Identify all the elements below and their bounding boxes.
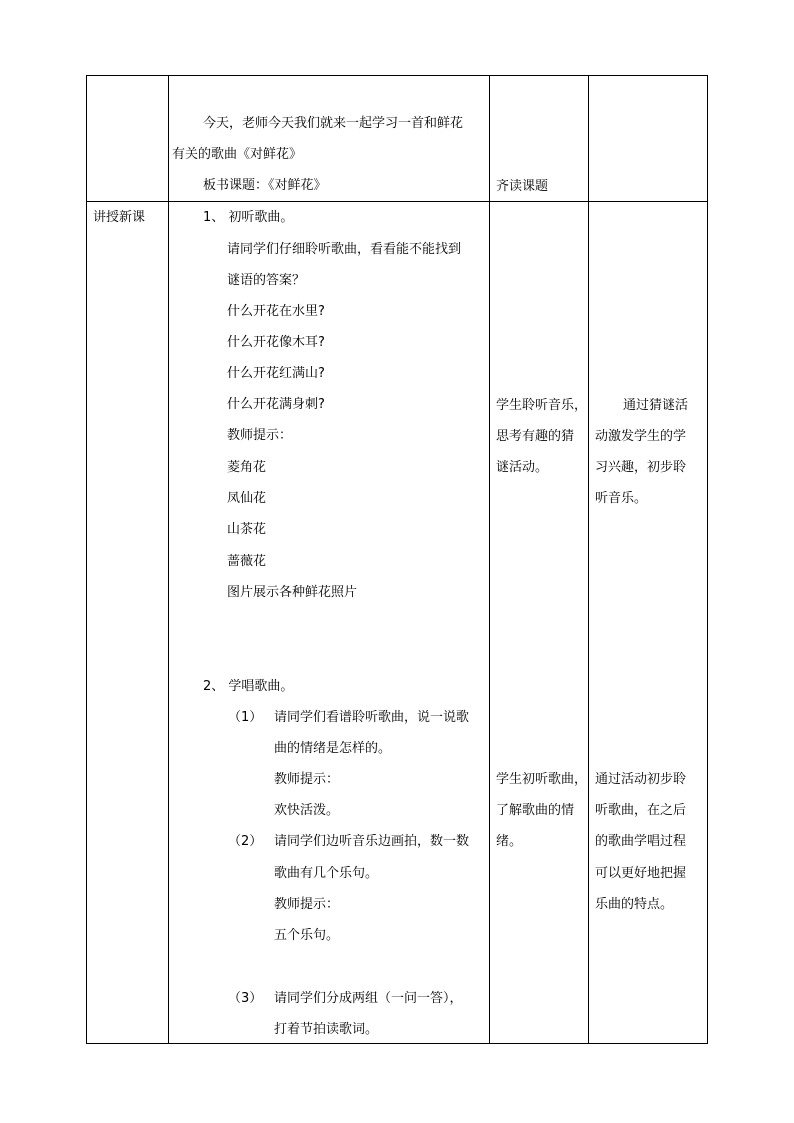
part2-intent-line-4: 可以更好地把握	[595, 866, 687, 881]
part1-student-line-2: 思考有趣的猜	[496, 429, 575, 444]
table-row-divider	[86, 201, 708, 202]
step2-number: （2）	[228, 834, 263, 849]
riddle-3: 什么开花红满山?	[227, 366, 325, 381]
part1-instruction-line-1: 请同学们仔细聆听歌曲，看看能不能找到	[227, 242, 462, 257]
part2-student-line-2: 了解歌曲的情	[496, 803, 575, 818]
part2-intent-line-2: 听歌曲，在之后	[595, 803, 687, 818]
part2-intent-line-3: 的歌曲学唱过程	[595, 834, 687, 849]
part1-instruction-line-2: 谜语的答案？	[227, 273, 306, 288]
step3-number: （3）	[228, 991, 263, 1006]
part2-heading: 2、 学唱歌曲。	[203, 679, 294, 694]
section-label: 讲授新课	[93, 210, 146, 225]
part1-display-note: 图片展示各种鲜花照片	[227, 585, 358, 600]
step1-answer: 欢快活泼。	[274, 803, 340, 818]
table-border-top	[86, 75, 708, 76]
table-column-divider-2	[489, 75, 490, 1044]
step1-hint: 教师提示：	[274, 772, 340, 787]
part1-intent-line-1: 通过猜谜活	[623, 398, 689, 413]
intro-line-3: 板书课题：《对鲜花》	[203, 178, 327, 193]
table-column-divider-1	[168, 75, 169, 1044]
part2-intent-line-5: 乐曲的特点。	[595, 897, 674, 912]
step2-line-2: 歌曲有几个乐句。	[274, 866, 379, 881]
answer-1: 菱角花	[227, 460, 267, 475]
intro-line-2: 有关的歌曲《对鲜花》	[172, 147, 303, 162]
step2-hint: 教师提示：	[274, 897, 340, 912]
part1-heading: 1、 初听歌曲。	[203, 210, 294, 225]
riddle-2: 什么开花像木耳?	[227, 335, 325, 350]
part1-hint-label: 教师提示：	[227, 428, 293, 443]
table-border-right	[707, 75, 708, 1044]
step1-line-2: 曲的情绪是怎样的。	[274, 741, 392, 756]
table-column-divider-3	[588, 75, 589, 1044]
intro-student-activity: 齐读课题	[496, 179, 549, 194]
step3-line-2: 打着节拍读歌词。	[274, 1022, 379, 1037]
part2-student-line-1: 学生初听歌曲，	[496, 772, 588, 787]
part1-student-line-1: 学生聆听音乐，	[496, 398, 588, 413]
step2-answer: 五个乐句。	[274, 928, 340, 943]
step3-line-1: 请同学们分成两组（一问一答），	[274, 991, 463, 1006]
part2-student-line-3: 绪。	[496, 834, 523, 849]
table-border-left	[86, 75, 87, 1044]
riddle-4: 什么开花满身刺?	[227, 397, 325, 412]
riddle-1: 什么开花在水里?	[227, 304, 325, 319]
answer-3: 山茶花	[227, 522, 267, 537]
part1-intent-line-3: 习兴趣，初步聆	[595, 460, 687, 475]
intro-line-1: 今天，老师今天我们就来一起学习一首和鲜花	[203, 116, 464, 131]
part1-student-line-3: 谜活动。	[496, 460, 549, 475]
part1-intent-line-2: 动激发学生的学	[595, 429, 687, 444]
part2-intent-line-1: 通过活动初步聆	[595, 772, 687, 787]
step2-line-1: 请同学们边听音乐边画拍，数一数	[274, 834, 470, 849]
answer-2: 凤仙花	[227, 491, 267, 506]
answer-4: 蔷薇花	[227, 554, 267, 569]
table-border-bottom	[86, 1043, 708, 1044]
step1-line-1: 请同学们看谱聆听歌曲，说一说歌	[274, 710, 470, 725]
step1-number: （1）	[228, 710, 263, 725]
part1-intent-line-4: 听音乐。	[595, 491, 648, 506]
